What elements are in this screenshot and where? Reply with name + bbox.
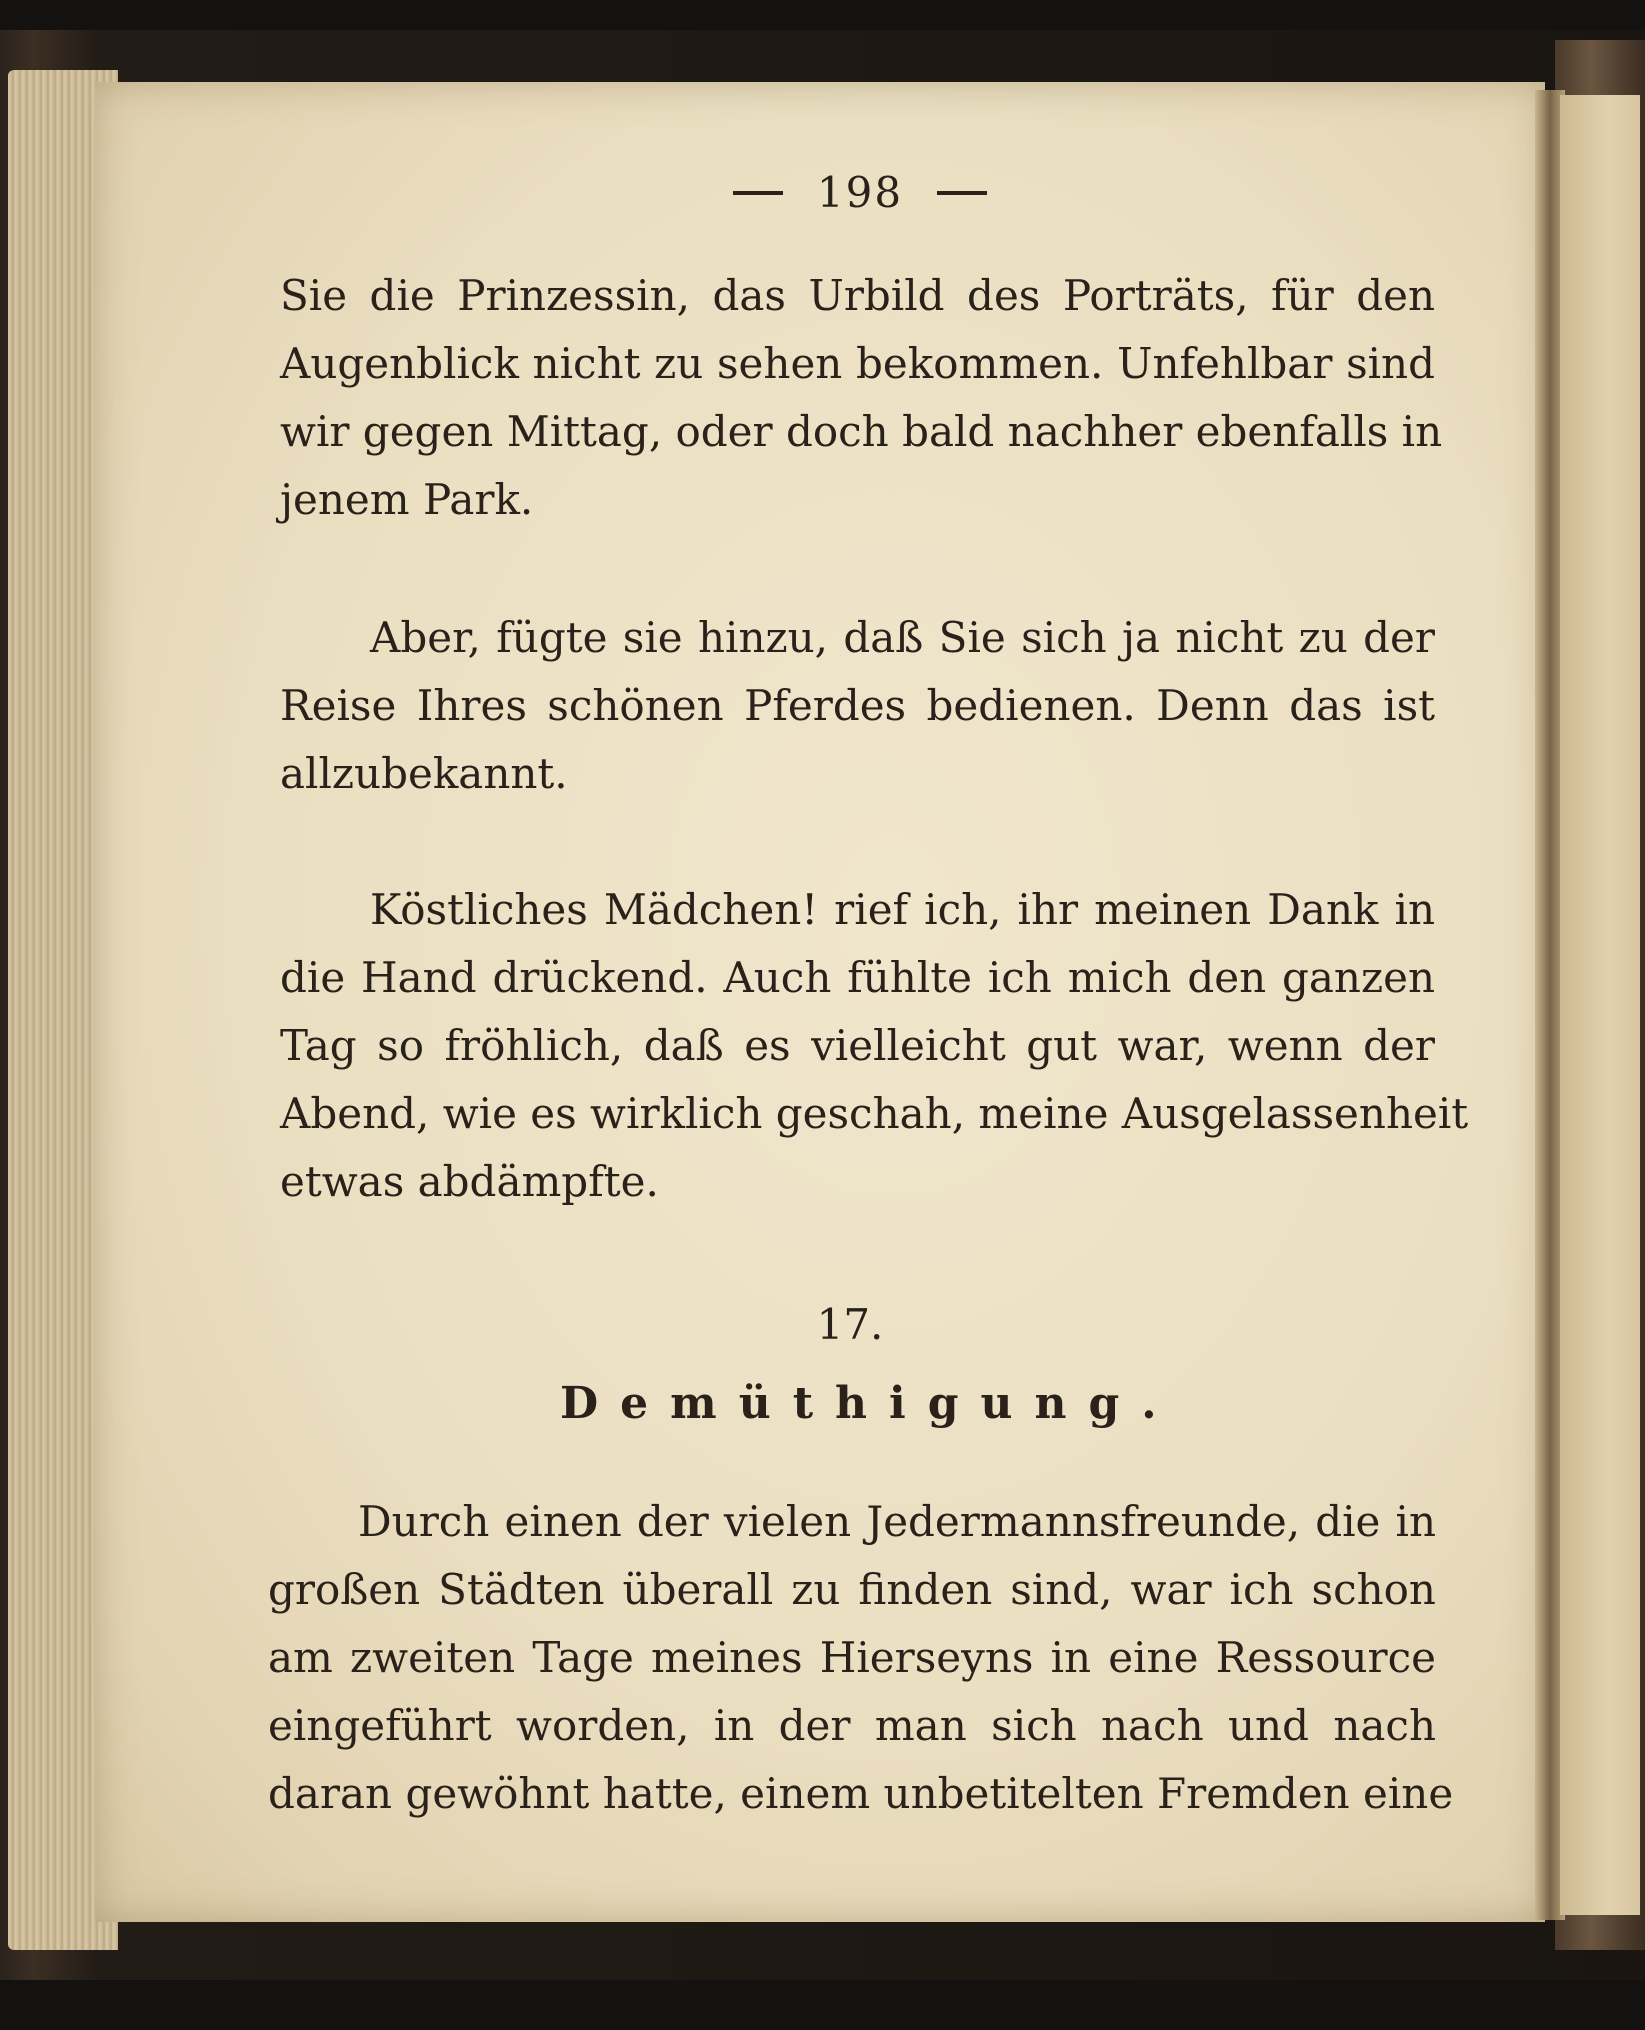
paragraph-4 [268,1488,1454,1828]
text-line: Tag so fröhlich, daß es vielleicht gut war, wenn der [280,1021,1435,1070]
text-line: jenem Park. [280,475,534,524]
text-line: am zweiten Tage meines Hierseyns in eine Ressource [268,1633,1436,1682]
text-line: großen Städten überall zu finden sind, war ich schon [268,1565,1436,1614]
text-line: etwas abdämpfte. [280,1157,659,1206]
text-line: Augenblick nicht zu sehen bekommen. Unfehlbar sind [280,339,1435,388]
facing-page-edge [1560,95,1640,1915]
text-line: die Hand drückend. Auch fühlte ich mich den ganzen [280,953,1435,1002]
text-line: eingeführt worden, in der man sich nach und nach [268,1701,1436,1750]
paragraph-1 [280,262,1443,534]
text-line: Abend, wie es wirklich geschah, meine Ausgelassenheit [280,1089,1469,1138]
chapter-number: 17. [816,1300,884,1349]
text-line: Sie die Prinzessin, das Urbild des Porträts, für den [280,271,1435,320]
text-line: Reise Ihres schönen Pferdes bedienen. Denn das ist [280,681,1435,730]
paragraph-2 [280,604,1435,808]
text-line: Köstliches Mädchen! rief ich, ihr meinen Dank in [370,885,1435,934]
text-line: wir gegen Mittag, oder doch bald nachher ebenfalls in [280,407,1443,456]
page-header [700,168,1020,217]
text-line: Aber, fügte sie hinzu, daß Sie sich ja nicht zu der [370,613,1435,662]
text-line: allzubekannt. [280,749,568,798]
page-number: 198 [816,168,904,217]
text-line: Durch einen der vielen Jedermannsfreunde, die in [358,1497,1436,1546]
text-line: daran gewöhnt hatte, einem unbetitelten Fremden eine [268,1769,1454,1818]
paragraph-3 [280,876,1469,1216]
chapter-title: Demüthigung. [560,1378,1179,1429]
header-dash-right [937,191,987,195]
header-dash-left [733,191,783,195]
